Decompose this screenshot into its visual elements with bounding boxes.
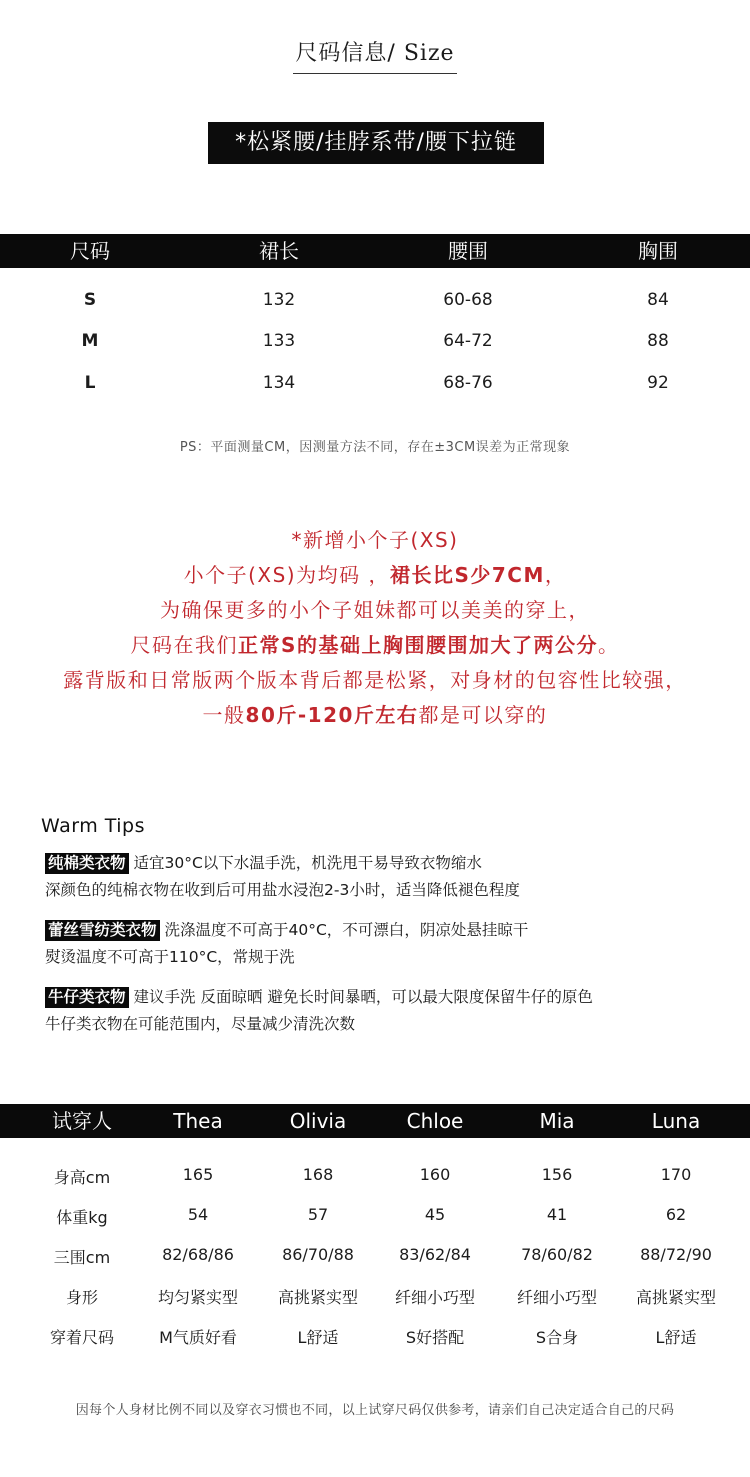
tryon-cell: 41 xyxy=(546,1205,568,1224)
notice-line-1: *新增小个子(XS) xyxy=(291,528,459,552)
tryon-row-weight xyxy=(0,1205,750,1227)
notice-emphasis: 正常S的基础上胸围腰围加大了两公分 xyxy=(238,633,598,657)
size-header-length: 裙长 xyxy=(259,239,299,263)
size-label: S xyxy=(83,290,97,310)
tryon-cell: 高挑紧实型 xyxy=(635,1288,716,1307)
tryon-cell: 78/60/82 xyxy=(521,1245,593,1264)
tryon-cell: S合身 xyxy=(535,1328,579,1347)
size-label: L xyxy=(84,373,96,393)
tip-cotton-line-2: 深颜色的纯棉衣物在收到后可用盐水浸泡2-3小时，适当降低褪色程度 xyxy=(45,881,520,899)
tryon-cell: 纤细小巧型 xyxy=(394,1288,475,1307)
tryon-cell: 160 xyxy=(419,1165,451,1184)
tip-lace-line-2: 熨烫温度不可高于110°C，常规于洗 xyxy=(45,948,295,966)
tryon-cell: 82/68/86 xyxy=(162,1245,234,1264)
size-row-s xyxy=(0,290,750,312)
notice-emphasis: 80斤-120斤左右 xyxy=(245,703,419,727)
size-row-m xyxy=(0,331,750,353)
notice-text: 。 xyxy=(597,633,620,657)
tryon-cell: 62 xyxy=(665,1205,687,1224)
size-bust: 84 xyxy=(647,290,669,310)
tryon-cell: M气质好看 xyxy=(159,1328,237,1347)
tip-denim-line-2: 牛仔类衣物在可能范围内，尽量减少清洗次数 xyxy=(45,1015,356,1033)
tryon-table-header xyxy=(0,1104,750,1138)
notice-text: 都是可以穿的 xyxy=(418,703,548,727)
tryon-cell: 54 xyxy=(187,1205,209,1224)
notice-line-6 xyxy=(0,699,750,728)
tryon-row-label: 身形 xyxy=(65,1288,98,1307)
disclaimer-footer: 因每个人身材比例不同以及穿衣习惯也不同，以上试穿尺码仅供参考，请亲们自己决定适合自己的尺码 xyxy=(75,1403,675,1418)
notice-emphasis: 裙长比S少7CM xyxy=(389,563,545,587)
notice-line-4 xyxy=(0,629,750,658)
tip-tag: 牛仔类衣物 xyxy=(45,987,129,1008)
tryon-cell: 57 xyxy=(307,1205,329,1224)
tip-tag: 纯棉类衣物 xyxy=(45,853,129,874)
size-length: 134 xyxy=(262,373,296,393)
size-row-l xyxy=(0,373,750,395)
tryon-header-model: Thea xyxy=(173,1109,223,1133)
size-header-size: 尺码 xyxy=(70,239,110,263)
page-title xyxy=(0,36,750,74)
tryon-row-size-worn xyxy=(0,1325,750,1347)
tryon-cell: 168 xyxy=(302,1165,334,1184)
tryon-row-label: 三围cm xyxy=(53,1248,111,1267)
notice-text: 小个子(XS)为均码 ， xyxy=(183,563,390,587)
notice-line-2 xyxy=(0,559,750,588)
tryon-header-model: Chloe xyxy=(406,1109,464,1133)
tryon-cell: 88/72/90 xyxy=(640,1245,712,1264)
tryon-cell: 165 xyxy=(182,1165,214,1184)
notice-text: 一般 xyxy=(202,703,246,727)
tip-lace-line-1 xyxy=(45,919,528,941)
size-bust: 88 xyxy=(647,331,669,351)
tryon-cell: L舒适 xyxy=(297,1328,339,1347)
notice-line-3: 为确保更多的小个子姐妹都可以美美的穿上， xyxy=(160,598,590,622)
tryon-row-label: 穿着尺码 xyxy=(49,1328,114,1347)
tip-cotton-line-1 xyxy=(45,852,482,874)
feature-banner: *松紧腰/挂脖系带/腰下拉链 xyxy=(208,122,544,164)
tips-title: Warm Tips xyxy=(41,815,145,837)
size-header-waist: 腰围 xyxy=(448,239,488,263)
tryon-cell: 156 xyxy=(541,1165,573,1184)
tip-denim-line-1 xyxy=(45,986,593,1008)
tip-text: 适宜30°C以下水温手洗，机洗甩干易导致衣物缩水 xyxy=(133,854,482,872)
size-header-bust: 胸围 xyxy=(638,239,678,263)
size-waist: 60-68 xyxy=(443,290,493,310)
tryon-cell: 170 xyxy=(660,1165,692,1184)
size-waist: 68-76 xyxy=(443,373,493,393)
tryon-header-model: Mia xyxy=(539,1109,575,1133)
notice-text: 尺码在我们 xyxy=(130,633,239,657)
tryon-header-model: Luna xyxy=(651,1109,701,1133)
tryon-cell: 45 xyxy=(424,1205,446,1224)
size-label: M xyxy=(81,331,99,351)
tryon-row-measurements xyxy=(0,1245,750,1267)
tryon-cell: L舒适 xyxy=(655,1328,697,1347)
tryon-header-label: 试穿人 xyxy=(52,1109,112,1133)
tryon-row-label: 身高cm xyxy=(53,1168,111,1187)
size-length: 133 xyxy=(262,331,296,351)
tryon-cell: 纤细小巧型 xyxy=(516,1288,597,1307)
size-bust: 92 xyxy=(647,373,669,393)
title-text xyxy=(293,36,456,74)
tryon-row-body-type xyxy=(0,1285,750,1307)
tryon-cell: S好搭配 xyxy=(405,1328,465,1347)
tryon-cell: 83/62/84 xyxy=(399,1245,471,1264)
tip-text: 建议手洗 反面晾晒 避免长时间暴晒，可以最大限度保留牛仔的原色 xyxy=(133,988,593,1006)
size-length: 132 xyxy=(262,290,296,310)
title-en: Size xyxy=(395,41,455,66)
size-waist: 64-72 xyxy=(443,331,493,351)
tip-tag: 蕾丝雪纺类衣物 xyxy=(45,920,160,941)
tryon-cell: 均匀紧实型 xyxy=(157,1288,238,1307)
title-cn: 尺码信息/ xyxy=(295,41,396,66)
tryon-cell: 高挑紧实型 xyxy=(277,1288,358,1307)
tip-text: 洗涤温度不可高于40°C，不可漂白，阴凉处悬挂晾干 xyxy=(164,921,529,939)
notice-line-5: 露背版和日常版两个版本背后都是松紧，对身材的包容性比较强， xyxy=(63,668,687,692)
size-table-header xyxy=(0,234,750,268)
tryon-row-label: 体重kg xyxy=(56,1208,108,1227)
tryon-cell: 86/70/88 xyxy=(282,1245,354,1264)
tryon-row-height xyxy=(0,1165,750,1187)
tryon-header-model: Olivia xyxy=(289,1109,347,1133)
measurement-note: PS：平面测量CM，因测量方法不同，存在±3CM误差为正常现象 xyxy=(179,440,571,455)
notice-text: ， xyxy=(544,563,567,587)
